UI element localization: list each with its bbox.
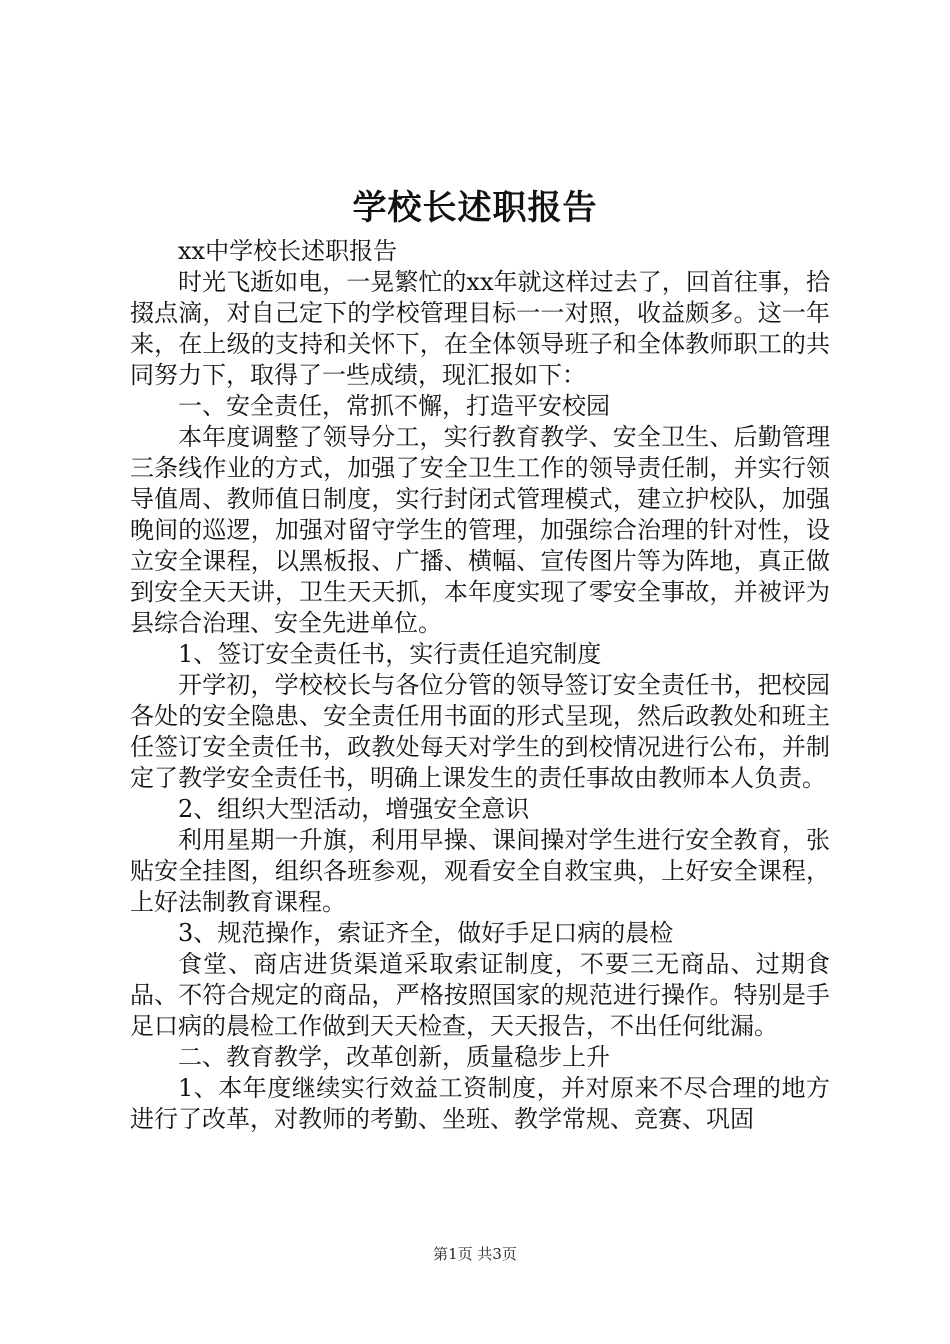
- document-title: 学校长述职报告: [352, 188, 598, 228]
- subheading-responsibility: 1、签订安全责任书，实行责任追究制度: [178, 640, 602, 668]
- section-heading-safety: 一、安全责任，常抓不懈，打造平安校园: [178, 392, 610, 420]
- paragraph-subtitle: xx中学校长述职报告: [178, 237, 398, 265]
- subheading-inspection: 3、规范操作，索证齐全，做好手足口病的晨检: [178, 919, 674, 947]
- page-number-footer: 第1页 共3页: [433, 1245, 517, 1263]
- paragraph-responsibility: 开学初，学校校长与各位分管的领导签订安全责任书，把校园各处的安全隐患、安全责任用书面的形式呈现，然后政教处和班主任签订安全责任书，政教处每天对学生的到校情况进行公布，并制定了教学安全责任书，明确上课发生的责任事故由教师本人负责。: [130, 671, 830, 792]
- document-body: [130, 236, 830, 1135]
- section-heading-teaching: 二、教育教学，改革创新，质量稳步上升: [178, 1043, 610, 1071]
- paragraph-activities: 利用星期一升旗，利用早操、课间操对学生进行安全教育，张贴安全挂图，组织各班参观，观看安全自救宝典，上好安全课程，上好法制教育课程。: [130, 826, 830, 916]
- paragraph-safety: 本年度调整了领导分工，实行教育教学、安全卫生、后勤管理三条线作业的方式，加强了安全卫生工作的领导责任制，并实行领导值周、教师值日制度，实行封闭式管理模式，建立护校队，加强晚间的巡逻，加强对留守学生的管理，加强综合治理的针对性，设立安全课程，以黑板报、广播、横幅、宣传图片等为阵地，真正做到安全天天讲，卫生天天抓，本年度实现了零安全事故，并被评为县综合治理、安全先进单位。: [130, 423, 830, 637]
- subheading-activities: 2、组织大型活动，增强安全意识: [178, 795, 530, 823]
- paragraph-teaching: 1、本年度继续实行效益工资制度，并对原来不尽合理的地方进行了改革，对教师的考勤、坐班、教学常规、竞赛、巩固: [130, 1074, 830, 1133]
- paragraph-intro: 时光飞逝如电，一晃繁忙的xx年就这样过去了，回首往事，拾掇点滴，对自己定下的学校管理目标一一对照，收益颇多。这一年来，在上级的支持和关怀下，在全体领导班子和全体教师职工的共同努力下，取得了一些成绩，现汇报如下：: [130, 268, 830, 389]
- paragraph-inspection: 食堂、商店进货渠道采取索证制度，不要三无商品、过期食品、不符合规定的商品，严格按照国家的规范进行操作。特别是手足口病的晨检工作做到天天检查，天天报告，不出任何纰漏。: [130, 950, 830, 1040]
